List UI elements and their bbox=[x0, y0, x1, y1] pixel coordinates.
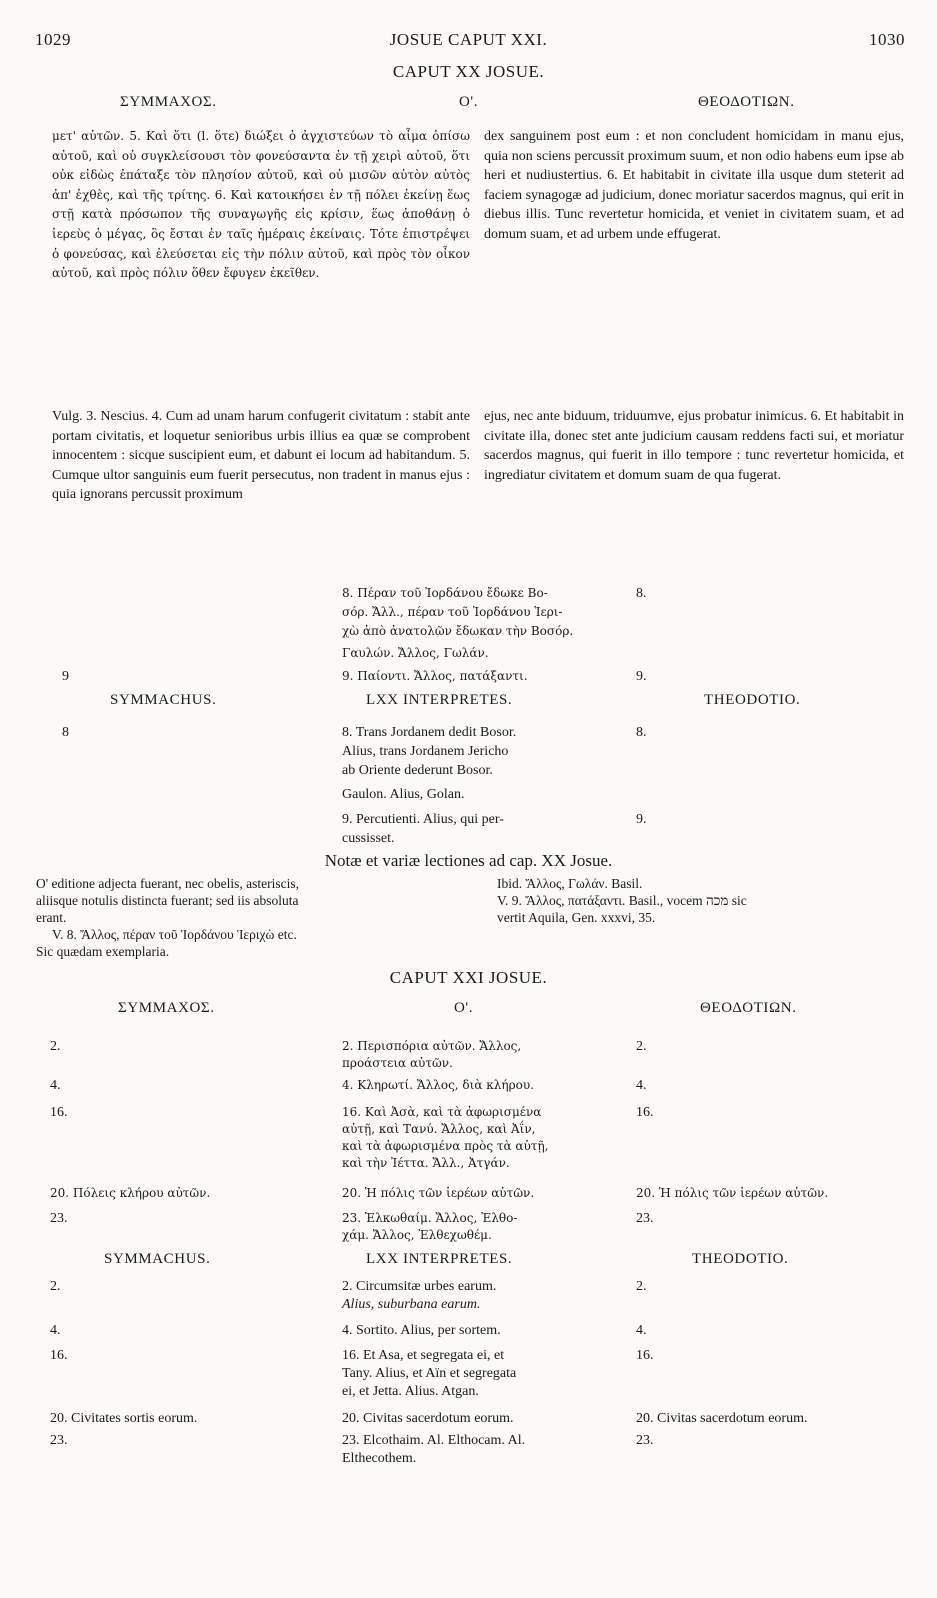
la-row2-mid-2: Alius, suburbana earum. bbox=[342, 1297, 481, 1312]
la-row16-left: 16. bbox=[50, 1348, 68, 1363]
notes-title: Notæ et variæ lectiones ad cap. XX Josue. bbox=[324, 851, 613, 870]
table1-gr-9-text: 9. Παίοντι. Ἄλλος, πατάξαντι. bbox=[342, 669, 528, 683]
gr-row16-mid-2: αὐτῇ, καὶ Τανύ. Ἄλλος, καὶ Ἀΐν, bbox=[342, 1122, 536, 1136]
section2-la-heading-lxx: LXX INTERPRETES. bbox=[366, 1251, 513, 1267]
table1-gr-9-left: 9 bbox=[62, 669, 69, 684]
gr-row23-right: 23. bbox=[636, 1211, 654, 1226]
gr-row2-left: 2. bbox=[50, 1039, 61, 1054]
la-row16-mid-1: 16. Et Asa, et segregata ei, et bbox=[342, 1348, 505, 1363]
table1-heading-theodotio: THEODOTIO. bbox=[704, 692, 801, 708]
table1-la-9-right: 9. bbox=[636, 812, 647, 827]
la-row2-mid-1: 2. Circumsitæ urbes earum. bbox=[342, 1279, 497, 1294]
section2-heading-symmachus: ΣΥΜΜΑΧΟΣ. bbox=[118, 1000, 215, 1016]
la-row23-mid-2: Elthecothem. bbox=[342, 1451, 417, 1466]
la-row20-right: 20. Civitas sacerdotum eorum. bbox=[636, 1411, 808, 1426]
chapter-title: CAPUT XX JOSUE. bbox=[392, 62, 545, 81]
gr-row16-mid-1: 16. Καὶ Ἀσὰ, καὶ τὰ ἀφωρισμένα bbox=[342, 1105, 542, 1119]
la-row23-left: 23. bbox=[50, 1433, 68, 1448]
column-heading-symmachus: ΣΥΜΜΑΧΟΣ. bbox=[120, 94, 217, 110]
gr-row4-mid: 4. Κληρωτί. Ἄλλος, διὰ κλήρου. bbox=[342, 1078, 534, 1092]
chapter-title-2: CAPUT XXI JOSUE. bbox=[389, 968, 548, 987]
gr-row4-left: 4. bbox=[50, 1078, 61, 1093]
gr-row2-right: 2. bbox=[636, 1039, 647, 1054]
gr-row4-right: 4. bbox=[636, 1078, 647, 1093]
notes-left-line4: V. 8. Ἄλλος, πέραν τοῦ Ἰορδάνου Ἱεριχὼ etc. bbox=[52, 927, 297, 942]
la-row23-right: 23. bbox=[636, 1433, 654, 1448]
la-row23-mid-1: 23. Elcothaim. Al. Elthocam. Al. bbox=[342, 1433, 526, 1448]
column-heading-lxx: Ο'. bbox=[458, 94, 479, 110]
gr-row23-left: 23. bbox=[50, 1211, 68, 1226]
table1-gr-8-line2: σόρ. Ἄλλ., πέραν τοῦ Ἰορδάνου Ἱερι- bbox=[342, 605, 563, 619]
gr-row16-mid-3: καὶ τὰ ἀφωρισμένα πρὸς τὰ αὐτῇ, bbox=[342, 1139, 549, 1153]
table1-la-9-line2: cussisset. bbox=[342, 831, 395, 846]
gr-row23-mid-2: χάμ. Ἄλλος, Ἐλθεχωθέμ. bbox=[342, 1228, 492, 1242]
la-row16-mid-2: Tany. Alius, et Aïn et segregata bbox=[342, 1366, 517, 1381]
table1-gr-8-line4: Γαυλών. Ἄλλος, Γωλάν. bbox=[342, 646, 489, 660]
page-number-right: 1030 bbox=[869, 30, 905, 49]
vulgate-text-right: ejus, nec ante biduum, triduumve, ejus probatur inimicus. 6. Et habitabit in civitate illa, donec stet ante judicium causam reddens facti sui, et moriatur sacerdos magnus, qui fuerit in illo tempore : tunc revertetur homicida, et ingrediatur civitatem et domum suam de qua fugerat. bbox=[484, 409, 904, 483]
notes-right-line1: Ibid. Ἄλλος, Γωλάν. Basil. bbox=[497, 876, 643, 891]
latin-text-block: dex sanguinem post eum : et non concludent homicidam in manu ejus, quia non sciens percussit proximum suum, et non odio habens eum ipse ab heri et nudiustertius. 6. Et habitabit in civitate illa usque dum steterit ad faciem synagogæ ad judicium, donec moriatur sacerdos magnus, qui erit in diebus illis. Tunc revertetur homicida, et veniet in civitatem suam, et ad domum suam, et ad urbem unde effugerat. bbox=[484, 129, 904, 242]
running-title: JOSUE CAPUT XXI. bbox=[389, 30, 548, 49]
gr-row16-right: 16. bbox=[636, 1105, 654, 1120]
gr-row23-mid-1: 23. Ἐλκωθαίμ. Ἄλλος, Ἐλθο- bbox=[342, 1211, 518, 1225]
gr-row20-mid: 20. Ἡ πόλις τῶν ἱερέων αὐτῶν. bbox=[342, 1186, 535, 1200]
table1-gr-8-line3: χὼ ἀπὸ ἀνατολῶν ἔδωκαν τὴν Βοσόρ. bbox=[342, 624, 574, 638]
notes-right-line3: vertit Aquila, Gen. xxxvi, 35. bbox=[497, 910, 656, 925]
section2-la-heading-symmachus: SYMMACHUS. bbox=[104, 1251, 211, 1267]
la-row2-right: 2. bbox=[636, 1279, 647, 1294]
la-row2-left: 2. bbox=[50, 1279, 61, 1294]
gr-row16-left: 16. bbox=[50, 1105, 68, 1120]
gr-row2-mid-2: προάστεια αὐτῶν. bbox=[342, 1056, 453, 1070]
la-row4-mid: 4. Sortito. Alius, per sortem. bbox=[342, 1323, 501, 1338]
section2-heading-theodotion: ΘΕΟΔΟΤΙΩΝ. bbox=[700, 1000, 797, 1016]
table1-la-8-line2: Alius, trans Jordanem Jericho bbox=[342, 744, 509, 759]
table1-la-9-line1: 9. Percutienti. Alius, qui per- bbox=[342, 812, 504, 827]
notes-left-line3: erant. bbox=[36, 910, 67, 925]
greek-text-block: μετ' αὐτῶν. 5. Καὶ ὅτι (l. ὅτε) διώξει ὁ ἀγχιστεύων τὸ αἷμα ὀπίσω αὐτοῦ, καὶ οὐ συγκλείσουσι τὸν φονεύσαντα ἐν τῇ χειρὶ αὐτοῦ, ὅτι οὐκ εἰδὼς ἐπάταξε τὸν πλησίον αὐτοῦ, καὶ οὐ μισῶν αὐτὸν αὐτὸς ἀπ' ἐχθὲς, καὶ τῆς τρίτης. 6. Καὶ κατοικήσει ἐν τῇ πόλει ἐκείνῃ ἕως στῇ κατὰ πρόσωπον τῆς συναγωγῆς εἰς κρίσιν, ἕως ἀποθάνῃ ὁ ἱερεὺς ὁ μέγας, ὃς ἔσται ἐν ταῖς ἡμέραις ἐκείναις. Τότε ἐπιστρέψει ὁ φονεύσας, καὶ ἐλεύσεται εἰς τὴν πόλιν αὐτοῦ, καὶ πρὸς τὸν οἶκον αὐτοῦ, καὶ πρὸς πόλιν ὅθεν ἔφυγεν ἐκεῖθεν. bbox=[52, 129, 470, 281]
table1-la-8-right: 8. bbox=[636, 725, 647, 740]
notes-left-line1: O' editione adjecta fuerant, nec obelis, asteriscis, bbox=[36, 876, 299, 891]
la-row4-right: 4. bbox=[636, 1323, 647, 1338]
table1-gr-8-line1: 8. Πέραν τοῦ Ἰορδάνου ἔδωκε Βο- bbox=[342, 586, 548, 600]
la-row16-right: 16. bbox=[636, 1348, 654, 1363]
table1-gr-9-right: 9. bbox=[636, 669, 647, 684]
la-row20-mid: 20. Civitas sacerdotum eorum. bbox=[342, 1411, 514, 1426]
gr-row20-left: 20. Πόλεις κλήρου αὐτῶν. bbox=[50, 1186, 211, 1200]
column-heading-theodotion: ΘΕΟΔΟΤΙΩΝ. bbox=[698, 94, 795, 110]
notes-left-line2: aliisque notulis distincta fuerant; sed iis absoluta bbox=[36, 893, 299, 908]
table1-heading-lxx: LXX INTERPRETES. bbox=[366, 692, 513, 708]
la-row16-mid-3: ei, et Jetta. Alius. Atgan. bbox=[342, 1384, 479, 1399]
gr-row2-mid-1: 2. Περισπόρια αὐτῶν. Ἄλλος, bbox=[342, 1039, 522, 1053]
table1-la-8-line1: 8. Trans Jordanem dedit Bosor. bbox=[342, 725, 517, 740]
section2-heading-lxx: Ο'. bbox=[454, 1000, 474, 1016]
page-number-left: 1029 bbox=[35, 30, 71, 49]
table1-gr-8-num: 8. bbox=[636, 586, 647, 601]
gr-row16-mid-4: καὶ τὴν Ἰέττα. Ἄλλ., Ἀτγάν. bbox=[342, 1156, 510, 1170]
table1-la-8-line3: ab Oriente dederunt Bosor. bbox=[342, 763, 493, 778]
notes-left-line5: Sic quædam exemplaria. bbox=[36, 944, 170, 959]
table1-la-8-left: 8 bbox=[62, 725, 69, 740]
gr-row20-right: 20. Ἡ πόλις τῶν ἱερέων αὐτῶν. bbox=[636, 1186, 829, 1200]
table1-la-8-line4: Gaulon. Alius, Golan. bbox=[342, 787, 465, 802]
vulgate-text-left: Vulg. 3. Nescius. 4. Cum ad unam harum confugerit civitatum : stabit ante portam civitatis, et loquetur senioribus urbis illius ea quæ se comprobent innocentem : sicque suscipient eum, et dabunt ei locum ad habitandum. 5. Cumque ultor sanguinis eum fuerit persecutus, non tradent in manus ejus : quia ignorans percussit proximum bbox=[52, 409, 470, 503]
section2-la-heading-theodotio: THEODOTIO. bbox=[692, 1251, 789, 1267]
la-row4-left: 4. bbox=[50, 1323, 61, 1338]
table1-heading-symmachus: SYMMACHUS. bbox=[110, 692, 217, 708]
notes-right-line2: V. 9. Ἄλλος, πατάξαντι. Basil., vocem מכה sic bbox=[497, 893, 747, 908]
la-row20-left: 20. Civitates sortis eorum. bbox=[50, 1411, 198, 1426]
